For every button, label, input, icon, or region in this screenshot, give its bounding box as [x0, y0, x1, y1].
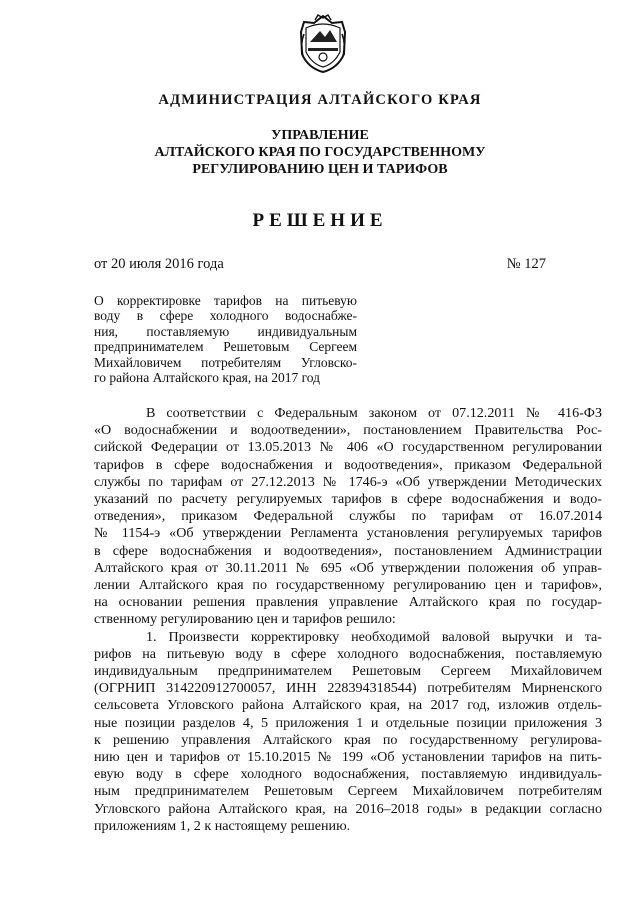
- body-line: 1. Произвести корректировку необходимой валовой выручки и та-: [146, 628, 602, 645]
- body-line: «О водоснабжении и водоотведении», постановлением Правительства Рос-: [94, 422, 602, 439]
- body-line: В соответствии с Федеральным законом от 07.12.2011 № 416-ФЗ: [146, 405, 602, 421]
- body-line: нию цен и тарифов от 15.10.2015 № 199 «Об установлении тарифов на пить-: [94, 749, 602, 766]
- department-line: РЕГУЛИРОВАНИЮ ЦЕН И ТАРИФОВ: [192, 162, 448, 177]
- body-line: (ОГРНИП 314220912700057, ИНН 228394318544) потребителям Мирненского: [94, 680, 602, 697]
- subject-line: воду в сфере холодного водоснабже-: [94, 308, 357, 324]
- body-line: ные позиции разделов 4, 5 приложения 1 и отдельные позиции приложения 3: [94, 714, 602, 731]
- body-line: службы по тарифам от 27.12.2013 № 1746-э «Об утверждении Методических: [94, 473, 602, 490]
- body-line: лении Алтайского края по государственному регулированию цен и тарифов»,: [94, 577, 602, 594]
- body-line: Угловского района Алтайского края, на 2016–2018 годы» в редакции согласно: [94, 800, 602, 817]
- body-line: тарифов в сфере водоснабжения и водоотведения», приказом Федеральной: [94, 456, 602, 473]
- body-line: индивидуальным предпринимателем Решетовым Сергеем Михайловичем: [94, 663, 602, 680]
- subject-line: Михайловичем потребителям Угловско-: [94, 354, 357, 370]
- body-line: отведения», приказом Федеральной службы по тарифам от 16.07.2014: [94, 508, 602, 525]
- body-line: № 1154-э «Об утверждении Регламента установления регулируемых тарифов: [94, 525, 602, 542]
- body-line: Алтайского края от 30.11.2011 № 695 «Об утверждении положения об управ-: [94, 559, 602, 576]
- body-line: рифов на питьевую воду в сфере холодного водоснабжения, поставляемую: [94, 645, 602, 662]
- department-line: УПРАВЛЕНИЕ: [271, 128, 369, 143]
- body-line: ственному регулированию цен и тарифов решило:: [94, 611, 396, 628]
- body-line: сийской Федерации от 13.05.2013 № 406 «О государственном регулировании: [94, 439, 602, 456]
- body-line: приложениям 1, 2 к настоящему решению.: [94, 817, 351, 834]
- document-number: № 127: [506, 256, 546, 272]
- subject-line: го района Алтайского края, на 2017 год: [94, 370, 320, 386]
- body-line: сельсовета Угловского района Алтайского края, на 2017 год, изложив отдель-: [94, 697, 602, 714]
- department-name: [0, 127, 640, 178]
- subject-line: предпринимателем Решетовым Сергеем: [94, 339, 357, 355]
- document-title: РЕШЕНИЕ: [252, 210, 388, 231]
- body-line: на основании решения правления управление Алтайского края по государ-: [94, 594, 602, 611]
- coat-of-arms-emblem: [298, 14, 348, 74]
- item-1-paragraph: [94, 629, 602, 835]
- document-subject: [94, 293, 357, 385]
- preamble-paragraph: [94, 405, 602, 629]
- body-line: к решению управления Алтайского края по государственному регулирова-: [94, 731, 602, 748]
- document-body: [94, 405, 602, 835]
- department-line: АЛТАЙСКОГО КРАЯ ПО ГОСУДАРСТВЕННОМУ: [154, 145, 486, 160]
- body-line: в сфере водоснабжения и водоотведения», постановлением Администрации: [94, 542, 602, 559]
- subject-line: О корректировке тарифов на питьевую: [94, 293, 357, 308]
- body-line: евую воду в сфере холодного водоснабжения, поставляемую индивидуаль-: [94, 766, 602, 783]
- body-line: ным предпринимателем Решетовым Сергеем Михайловичем потребителям: [94, 783, 602, 800]
- organization-name: АДМИНИСТРАЦИЯ АЛТАЙСКОГО КРАЯ: [158, 92, 482, 108]
- subject-line: ния, поставляемую индивидуальным: [94, 323, 357, 339]
- body-line: указаний по расчету регулируемых тарифов в сфере водоснабжения и водо-: [94, 491, 602, 508]
- document-date: от 20 июля 2016 года: [94, 256, 224, 272]
